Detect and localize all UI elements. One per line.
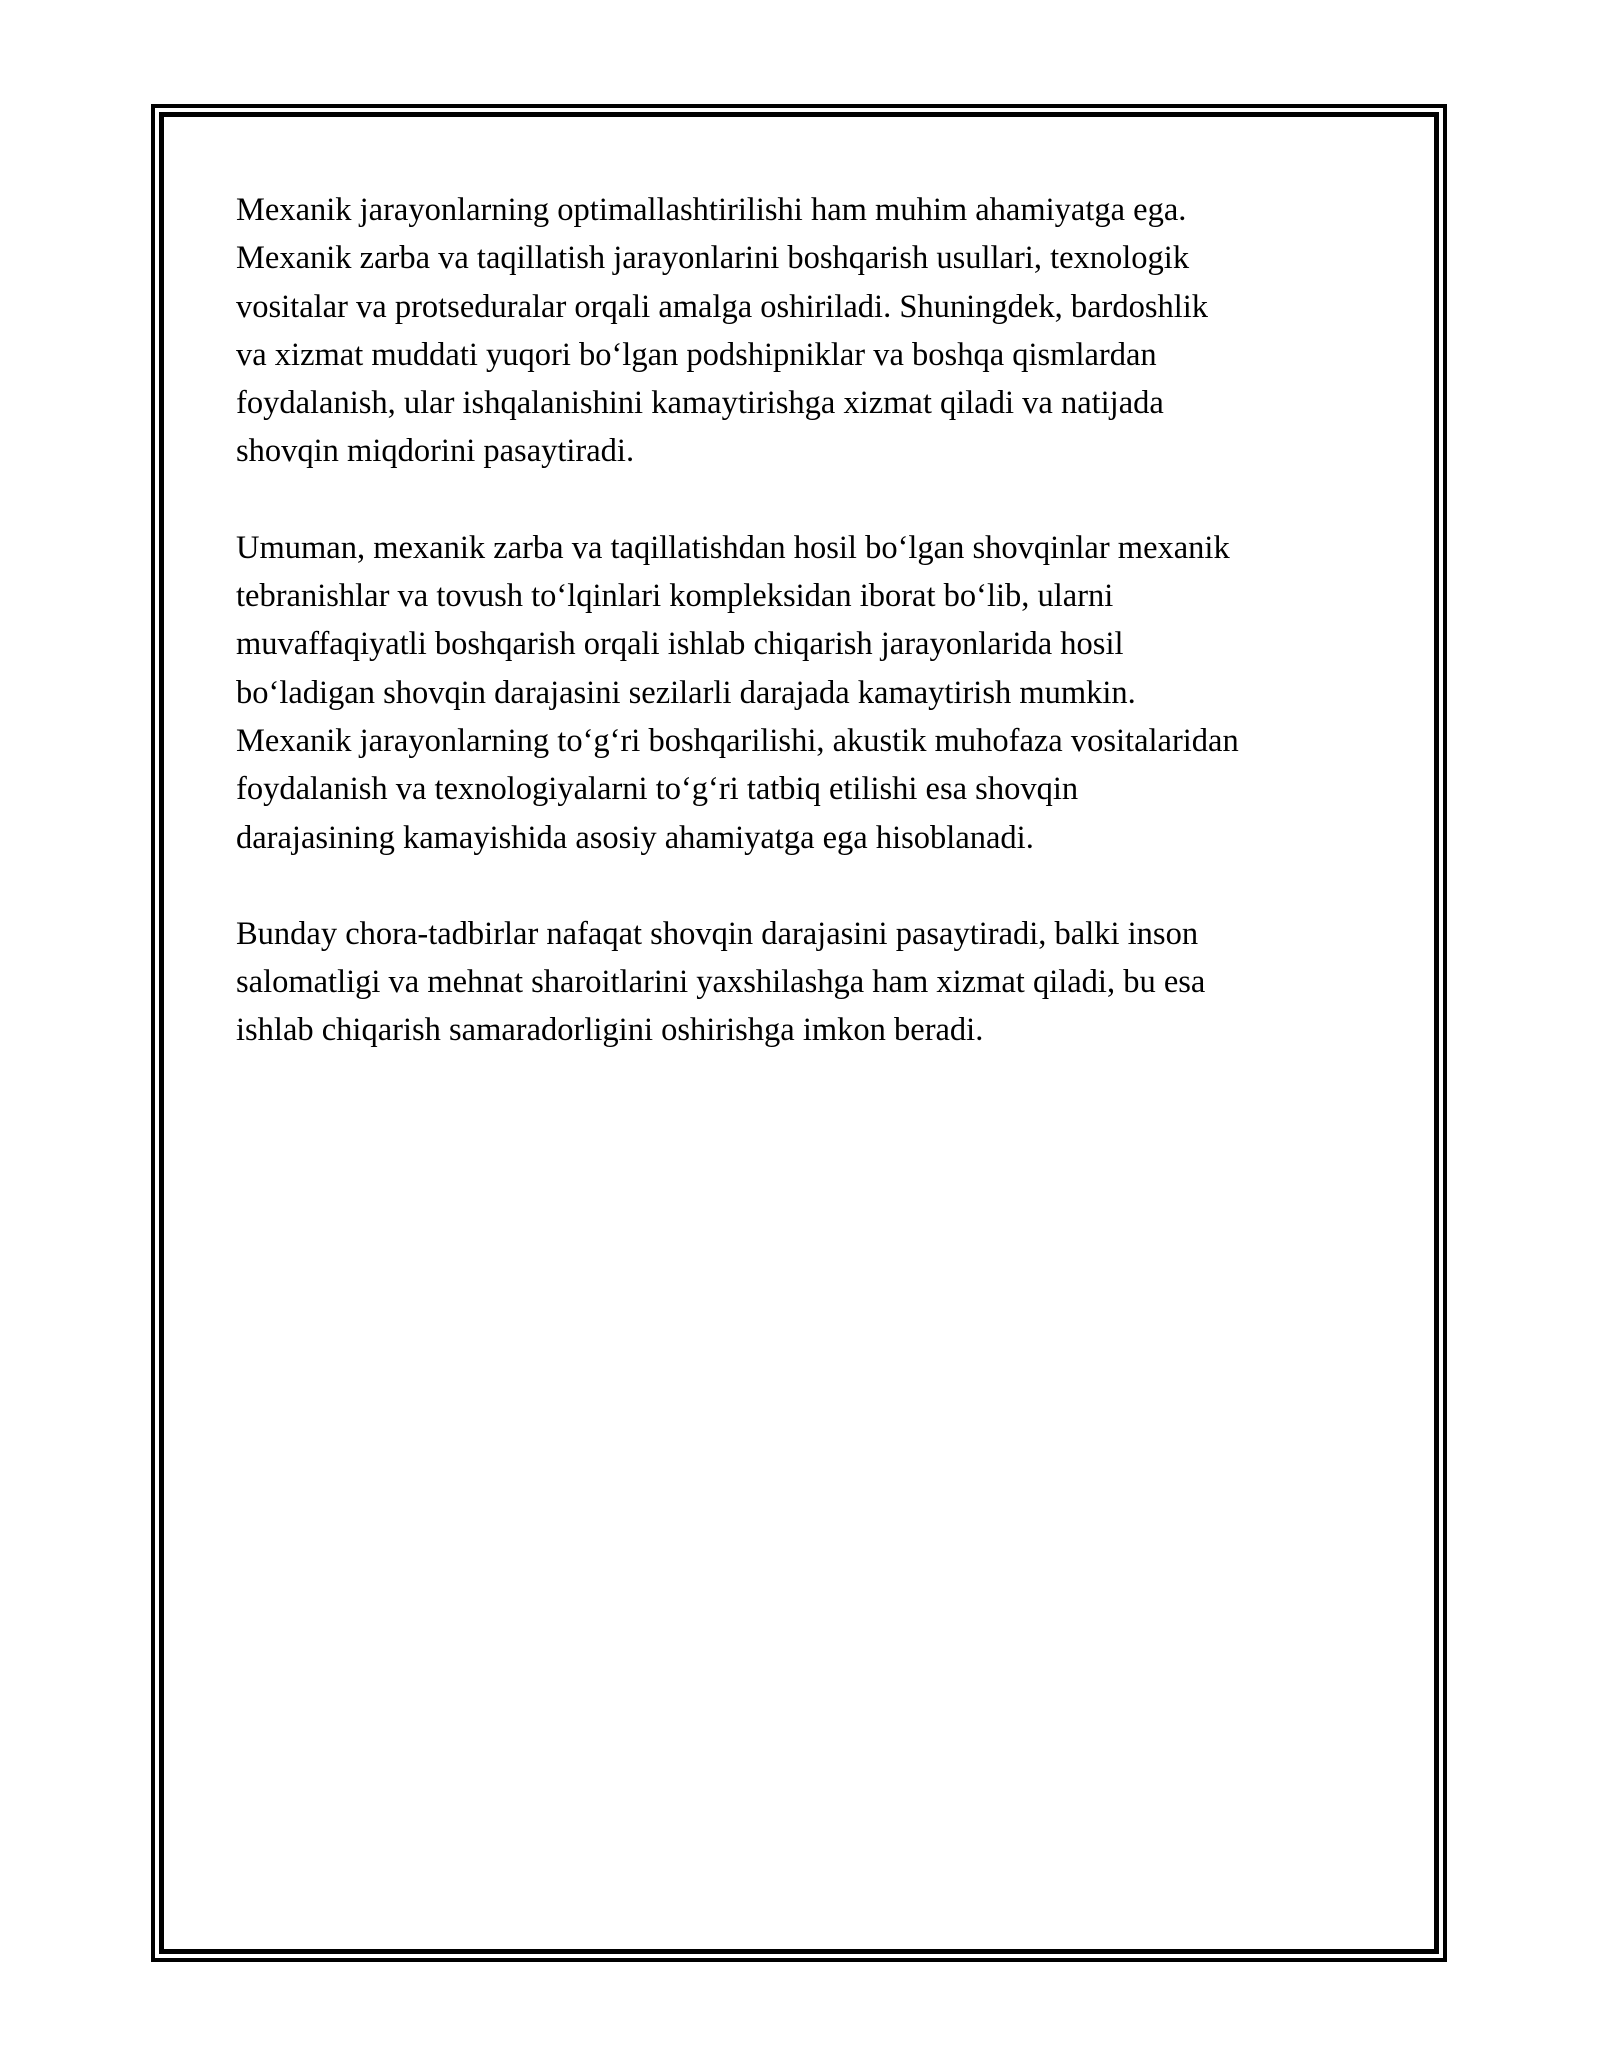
document-body	[236, 186, 1386, 1103]
paragraph-1: Mexanik jarayonlarning optimallashtirilishi ham muhim ahamiyatga ega. Mexanik zarba va taqillatish jarayonlarini boshqarish usullari, texnologik vositalar va protseduralar orqali amalga oshiriladi. Shuningdek, bardoshlik va xizmat muddati yuqori bo‘lgan podshipniklar va boshqa qismlardan foydalanish, ular ishqalanishini kamaytirishga xizmat qiladi va natijada shovqin miqdorini pasaytiradi.	[236, 192, 1209, 470]
paragraph-3: Bunday chora-tadbirlar nafaqat shovqin darajasini pasaytiradi, balki inson salomatligi va mehnat sharoitlarini yaxshilashga ham xizmat qiladi, bu esa ishlab chiqarish samaradorligini oshirishga imkon beradi.	[236, 915, 1206, 1049]
paragraph-2: Umuman, mexanik zarba va taqillatishdan hosil bo‘lgan shovqinlar mexanik tebranishlar va tovush to‘lqinlari kompleksidan iborat bo‘lib, ularni muvaffaqiyatli boshqarish orqali ishlab chiqarish jarayonlarida hosil bo‘ladigan shovqin darajasini sezilarli darajada kamaytirish mumkin. Mexanik jarayonlarning to‘g‘ri boshqarilishi, akustik muhofaza vositalaridan foydalanish va texnologiyalarni to‘g‘ri tatbiq etilishi esa shovqin darajasining kamayishida asosiy ahamiyatga ega hisoblanadi.	[236, 529, 1239, 856]
